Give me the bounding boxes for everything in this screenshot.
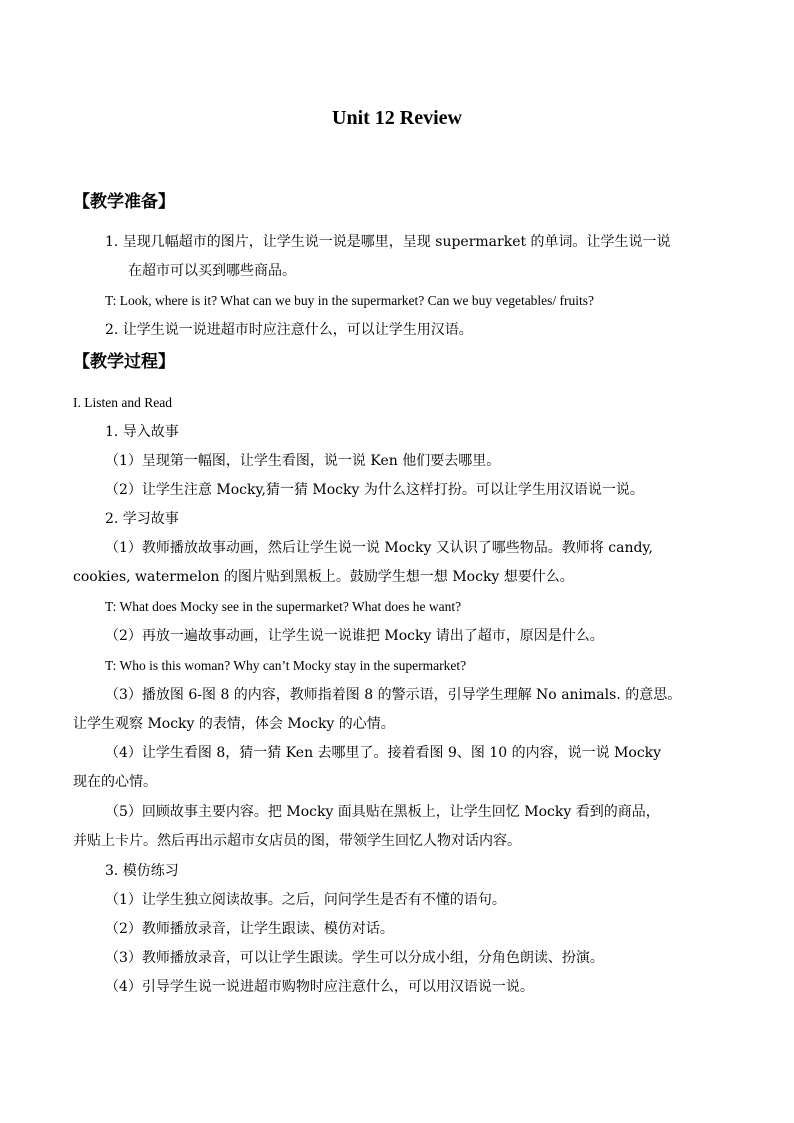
step-2-2: （2）再放一遍故事动画，让学生说一说谁把 Mocky 请出了超市，原因是什么。 bbox=[105, 628, 604, 644]
step-1-b: （2）让学生注意 Mocky,猜一猜 Mocky 为什么这样打扮。可以让学生用汉语说一说。 bbox=[105, 482, 644, 498]
prep-item-2: 2. 让学生说一说进超市时应注意什么，可以让学生用汉语。 bbox=[105, 322, 473, 338]
step-2-4-line-2: 现在的心情。 bbox=[73, 774, 157, 790]
step-2-1-line-1: （1）教师播放故事动画，然后让学生说一说 Mocky 又认识了哪些物品。教师将 candy, bbox=[105, 540, 653, 556]
step-2-teacher-2: T: Who is this woman? Why can’t Mocky stay in the supermarket? bbox=[105, 658, 467, 673]
section-1-title: I. Listen and Read bbox=[73, 395, 172, 410]
step-2-1-line-2: cookies, watermelon 的图片贴到黑板上。鼓励学生想一想 Mocky 想要什么。 bbox=[73, 569, 574, 585]
prep-heading: 【教学准备】 bbox=[73, 192, 175, 212]
prep-item-1-line-1: 1. 呈现几幅超市的图片，让学生说一说是哪里，呈现 supermarket 的单词。让学生说一说 bbox=[105, 234, 671, 250]
step-2-3-line-2: 让学生观察 Mocky 的表情，体会 Mocky 的心情。 bbox=[73, 716, 395, 732]
step-3-1: （1）让学生独立阅读故事。之后，问问学生是否有不懂的语句。 bbox=[105, 892, 506, 908]
step-2-4-line-1: （4）让学生看图 8，猜一猜 Ken 去哪里了。接着看图 9、图 10 的内容，说一说 Mocky bbox=[105, 745, 662, 761]
step-2-teacher-1: T: What does Mocky see in the supermarket? What does he want? bbox=[105, 599, 462, 614]
step-3-2: （2）教师播放录音，让学生跟读、模仿对话。 bbox=[105, 921, 394, 937]
step-3-4: （4）引导学生说一说进超市购物时应注意什么，可以用汉语说一说。 bbox=[105, 979, 534, 995]
step-2-3-line-1: （3）播放图 6-图 8 的内容，教师指着图 8 的警示语，引导学生理解 No animals. 的意思。 bbox=[105, 687, 682, 703]
step-2-5-line-2: 并贴上卡片。然后再出示超市女店员的图，带领学生回忆人物对话内容。 bbox=[73, 833, 521, 849]
step-1-title: 1. 导入故事 bbox=[105, 424, 179, 440]
step-1-a: （1）呈现第一幅图，让学生看图，说一说 Ken 他们要去哪里。 bbox=[105, 453, 501, 469]
step-2-5-line-1: （5）回顾故事主要内容。把 Mocky 面具贴在黑板上，让学生回忆 Mocky 看到的商品， bbox=[105, 804, 660, 820]
step-3-title: 3. 模仿练习 bbox=[105, 863, 179, 879]
step-3-3: （3）教师播放录音，可以让学生跟读。学生可以分成小组，分角色朗读、扮演。 bbox=[105, 950, 604, 966]
page-title: Unit 12 Review bbox=[332, 107, 462, 129]
prep-teacher-line: T: Look, where is it? What can we buy in the supermarket? Can we buy vegetables/ fruits? bbox=[105, 293, 595, 308]
process-heading: 【教学过程】 bbox=[73, 352, 175, 372]
prep-item-1-line-2: 在超市可以买到哪些商品。 bbox=[128, 263, 296, 279]
step-2-title: 2. 学习故事 bbox=[105, 511, 179, 527]
